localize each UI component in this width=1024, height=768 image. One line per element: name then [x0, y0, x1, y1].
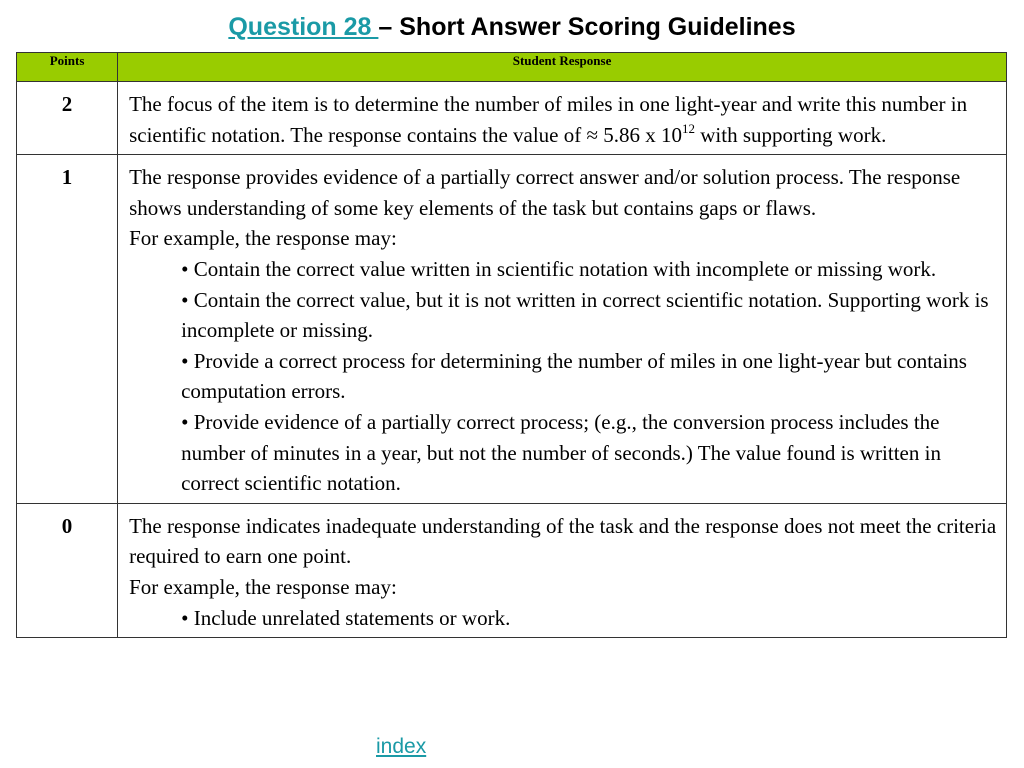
example-list	[129, 603, 998, 634]
list-item: • Provide a correct process for determining the number of miles in one light-year but contains computation errors.	[181, 348, 967, 404]
points-cell: 0	[17, 503, 118, 637]
list-item: • Include unrelated statements or work.	[181, 605, 511, 630]
response-cell	[118, 82, 1007, 155]
header-student-response: Student Response	[118, 53, 1007, 82]
scoring-table	[16, 52, 1007, 638]
list-item: • Contain the correct value, but it is not written in correct scientific notation. Supporting work is incomplete or missing.	[181, 287, 989, 343]
exponent: 12	[682, 120, 696, 136]
header-points: Points	[17, 53, 118, 82]
list-item: • Contain the correct value written in scientific notation with incomplete or missing work.	[181, 256, 937, 281]
table-row	[17, 503, 1007, 637]
response-intro: The response provides evidence of a partially correct answer and/or solution process. The response shows understanding of some key elements of the task but contains gaps or flaws.	[129, 165, 961, 220]
example-lead: For example, the response may:	[129, 226, 397, 251]
page-title	[0, 10, 1024, 44]
title-text: – Short Answer Scoring Guidelines	[378, 13, 796, 41]
response-text: The focus of the item is to determine the number of miles in one light-year and write this number in scientific notation. The response contains the value of ≈ 5.86 x $10^{12}$ with supporting work.	[129, 92, 968, 147]
index-link[interactable]: index	[376, 735, 427, 758]
points-cell: 2	[17, 82, 118, 155]
points-cell: 1	[17, 155, 118, 504]
response-intro: The response indicates inadequate understanding of the task and the response does not meet the criteria required to earn one point.	[129, 513, 997, 569]
list-item: • Provide evidence of a partially correct process; (e.g., the conversion process includes the number of minutes in a year, but not the number of seconds.) The value found is written in correct scientific notation.	[181, 409, 941, 496]
response-cell	[118, 503, 1007, 637]
example-lead: For example, the response may:	[129, 574, 397, 599]
question-link[interactable]: Question 28	[228, 13, 379, 41]
example-list	[129, 254, 998, 499]
table-header-row	[17, 53, 1007, 82]
response-cell	[118, 155, 1007, 504]
table-row	[17, 155, 1007, 504]
table-row	[17, 82, 1007, 155]
